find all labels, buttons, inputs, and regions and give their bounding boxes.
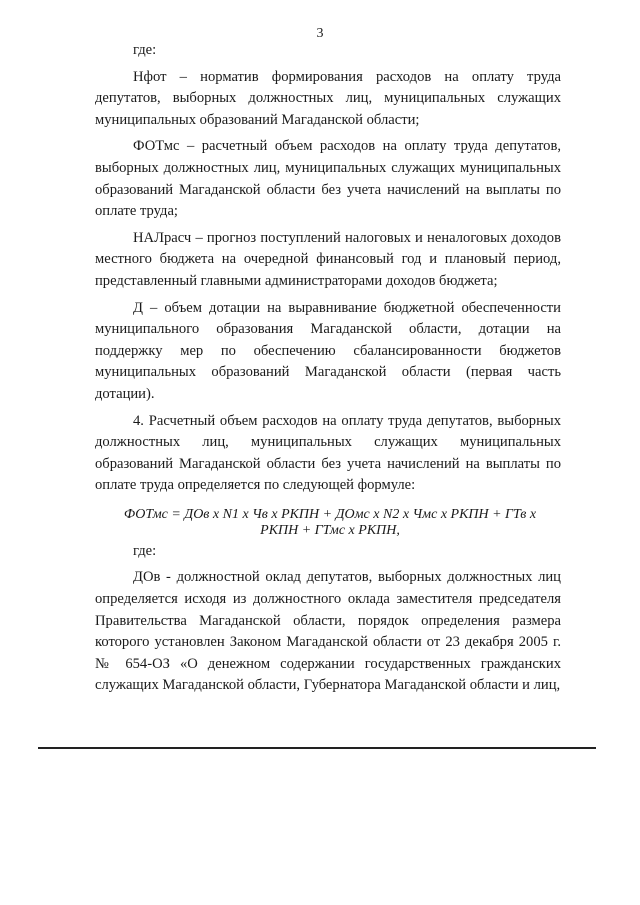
document-body xyxy=(95,40,561,697)
formula-line-1: ФОТмс = ДОв х N1 х Чв х РКПН + ДОмс х N2 х Чмс х РКПН + ГТв х xyxy=(123,506,537,522)
definition-d: Д – объем дотации на выравнивание бюджетной обеспеченности муниципального образования Магаданской области, дотации на поддержку мер по обеспечению сбалансированности бюджетов муниципальных образований Магаданской области (первая часть дотации). xyxy=(95,299,561,402)
definition-fotms: ФОТмс – расчетный объем расходов на оплату труда депутатов, выборных должностных лиц, муниципальных служащих муниципальных образований Магаданской области без учета начислений на выплаты по оплате труда; xyxy=(95,138,561,220)
formula xyxy=(95,507,561,539)
formula-where-label: где: xyxy=(133,542,157,559)
formula-line-2: РКПН + ГТмс х РКПН, xyxy=(260,522,400,538)
page-number: 3 xyxy=(316,26,324,41)
definition-dov: ДОв - должностной оклад депутатов, выборных должностных лиц определяется исходя из должностного оклада заместителя председателя Правительства Магаданской области, порядок определения размера которого установлен Законом Магаданской области от 23 декабря 2005 г. № 654-ОЗ «О денежном содержании государственных гражданских служащих Магаданской области, Губернатора Магаданской области и лиц, xyxy=(95,569,561,694)
where-label: где: xyxy=(133,42,157,58)
definition-nfot: Нфот – норматив формирования расходов на оплату труда депутатов, выборных должностных лиц, муниципальных служащих муниципальных образований Магаданской области; xyxy=(95,68,561,128)
definition-nalrasch: НАЛрасч – прогноз поступлений налоговых и неналоговых доходов местного бюджета на очередной финансовый год и плановый период, представленный главными администраторами доходов бюджета; xyxy=(95,229,561,289)
page-separator-line xyxy=(38,747,596,749)
section-4-paragraph: 4. Расчетный объем расходов на оплату труда депутатов, выборных должностных лиц, муниципальных служащих муниципальных образований Магаданской области без учета начислений на выплаты по оплате труда определяется по следующей формуле: xyxy=(95,412,561,494)
